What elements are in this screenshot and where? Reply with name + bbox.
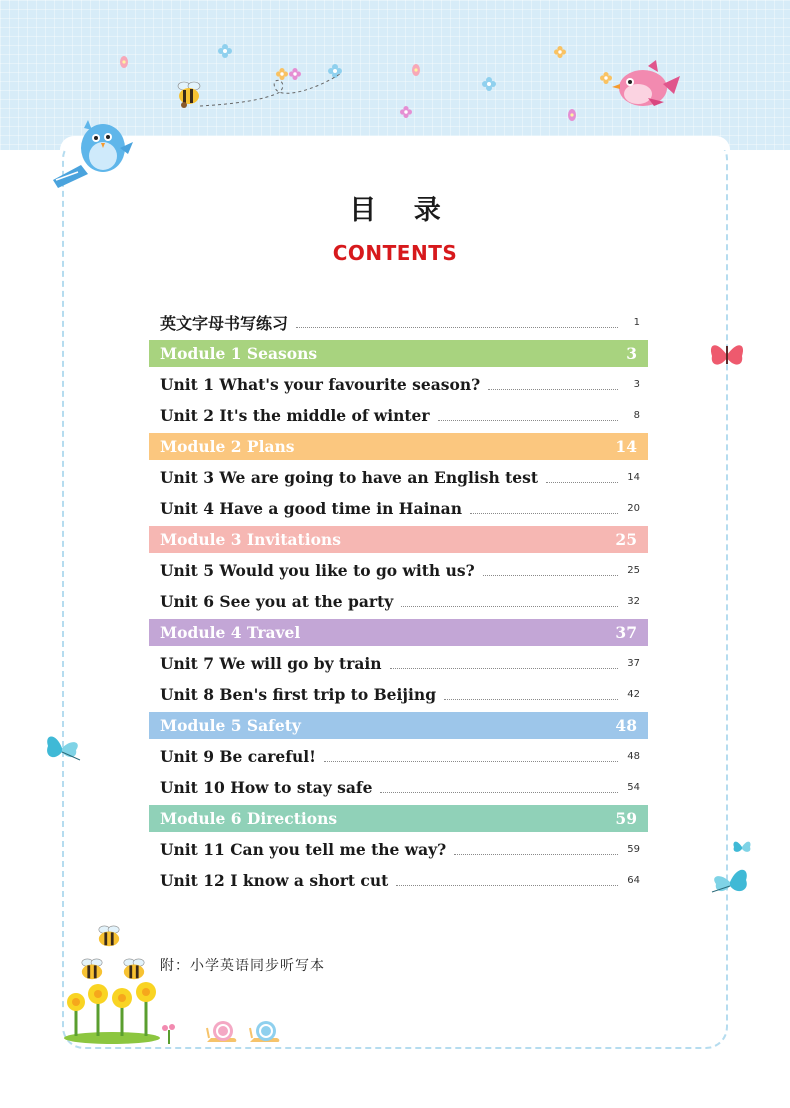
module-title: Module 5 Safety [160, 716, 301, 735]
flower-icon [554, 46, 566, 58]
bee-icon [174, 80, 204, 110]
dot-leader [438, 420, 618, 421]
toc-entry-unit[interactable] [149, 648, 648, 679]
dot-leader [401, 606, 618, 607]
dot-leader [380, 792, 618, 793]
toc-entry-page: 42 [627, 689, 640, 700]
module-header[interactable] [149, 619, 648, 646]
toc-entry-unit[interactable] [149, 679, 648, 710]
dot-leader [546, 482, 618, 483]
toc-entry-label: Unit 11 Can you tell me the way? [160, 840, 447, 859]
toc-entry-unit[interactable] [149, 772, 648, 803]
toc-entry-page: 64 [627, 875, 640, 886]
toc-entry-label: Unit 4 Have a good time in Hainan [160, 499, 462, 518]
toc-entry-page: 32 [627, 596, 640, 607]
flower-icon [400, 106, 412, 118]
toc-entry-unit[interactable] [149, 369, 648, 400]
module-page: 37 [615, 623, 637, 642]
toc-entry-page: 8 [633, 410, 640, 421]
toc-entry-label: Unit 2 It's the middle of winter [160, 406, 430, 425]
toc-entry-label: Unit 1 What's your favourite season? [160, 375, 481, 394]
module-title: Module 2 Plans [160, 437, 295, 456]
toc-entry-unit[interactable] [149, 555, 648, 586]
toc-entry-unit[interactable] [149, 462, 648, 493]
flower-icon [218, 44, 232, 58]
dot-leader [444, 699, 618, 700]
toc-entry-label: Unit 9 Be careful! [160, 747, 316, 766]
dot-leader [396, 885, 618, 886]
bird-icon [608, 58, 683, 113]
module-header[interactable] [149, 340, 648, 367]
module-title: Module 3 Invitations [160, 530, 341, 549]
toc-entry-label: Unit 3 We are going to have an English test [160, 468, 539, 487]
card-top-edge [60, 136, 730, 150]
page-title-chinese: 目 录 [349, 195, 455, 226]
flower-icon [118, 55, 130, 69]
bee-icon [95, 925, 123, 949]
module-title: Module 6 Directions [160, 809, 338, 828]
toc-entry-unit[interactable] [149, 741, 648, 772]
bee-icon [78, 958, 106, 982]
toc-entry-page: 20 [627, 503, 640, 514]
module-page: 14 [615, 437, 637, 456]
module-header[interactable] [149, 712, 648, 739]
butterfly-icon [42, 730, 84, 766]
toc-entry-page: 59 [627, 844, 640, 855]
bee-icon [120, 958, 148, 982]
toc-entry-unit[interactable] [149, 400, 648, 431]
module-header[interactable] [149, 805, 648, 832]
butterfly-icon [732, 838, 752, 856]
module-page: 59 [615, 809, 637, 828]
module-title: Module 4 Travel [160, 623, 301, 642]
flight-path [195, 70, 345, 115]
page-title-english: CONTENTS [332, 241, 458, 265]
module-page: 48 [615, 716, 637, 735]
toc-entry-page: 3 [633, 379, 640, 390]
dot-leader [454, 854, 618, 855]
module-page: 25 [615, 530, 637, 549]
toc-entry-alphabet-practice[interactable] [149, 307, 648, 338]
toc-entry-label: Unit 6 See you at the party [160, 592, 394, 611]
toc-entry-page: 37 [627, 658, 640, 669]
module-page: 3 [626, 344, 637, 363]
dot-leader [324, 761, 618, 762]
toc-entry-unit[interactable] [149, 586, 648, 617]
toc-entry-page: 25 [627, 565, 640, 576]
flower-icon [160, 1022, 178, 1044]
flower-icon [482, 77, 496, 91]
appendix-note: 附：小学英语同步听写本 [160, 958, 325, 974]
flower-icon [410, 63, 422, 77]
dot-leader [296, 327, 618, 328]
snail-icon [205, 1018, 239, 1046]
toc-entry-unit[interactable] [149, 865, 648, 896]
dot-leader [470, 513, 618, 514]
bird-icon [48, 110, 138, 195]
module-title: Module 1 Seasons [160, 344, 318, 363]
toc-entry-unit[interactable] [149, 834, 648, 865]
dot-leader [488, 389, 618, 390]
toc-entry-page: 54 [627, 782, 640, 793]
toc-entry-page: 1 [633, 317, 640, 328]
toc-entry-label: Unit 12 I know a short cut [160, 871, 389, 890]
toc-entry-label: Unit 7 We will go by train [160, 654, 382, 673]
module-header[interactable] [149, 433, 648, 460]
toc-entry-label: 英文字母书写练习 [160, 314, 289, 333]
toc-entry-page: 48 [627, 751, 640, 762]
module-header[interactable] [149, 526, 648, 553]
sunflower-icon [62, 982, 164, 1044]
toc-entry-page: 14 [627, 472, 640, 483]
table-of-contents [149, 307, 648, 896]
toc-entry-label: Unit 10 How to stay safe [160, 778, 373, 797]
butterfly-icon [708, 862, 750, 900]
toc-entry-label: Unit 5 Would you like to go with us? [160, 561, 475, 580]
toc-entry-unit[interactable] [149, 493, 648, 524]
dot-leader [483, 575, 618, 576]
snail-icon [248, 1018, 282, 1046]
flower-icon [566, 108, 578, 122]
butterfly-icon [708, 338, 746, 372]
toc-entry-label: Unit 8 Ben's first trip to Beijing [160, 685, 437, 704]
dot-leader [390, 668, 618, 669]
